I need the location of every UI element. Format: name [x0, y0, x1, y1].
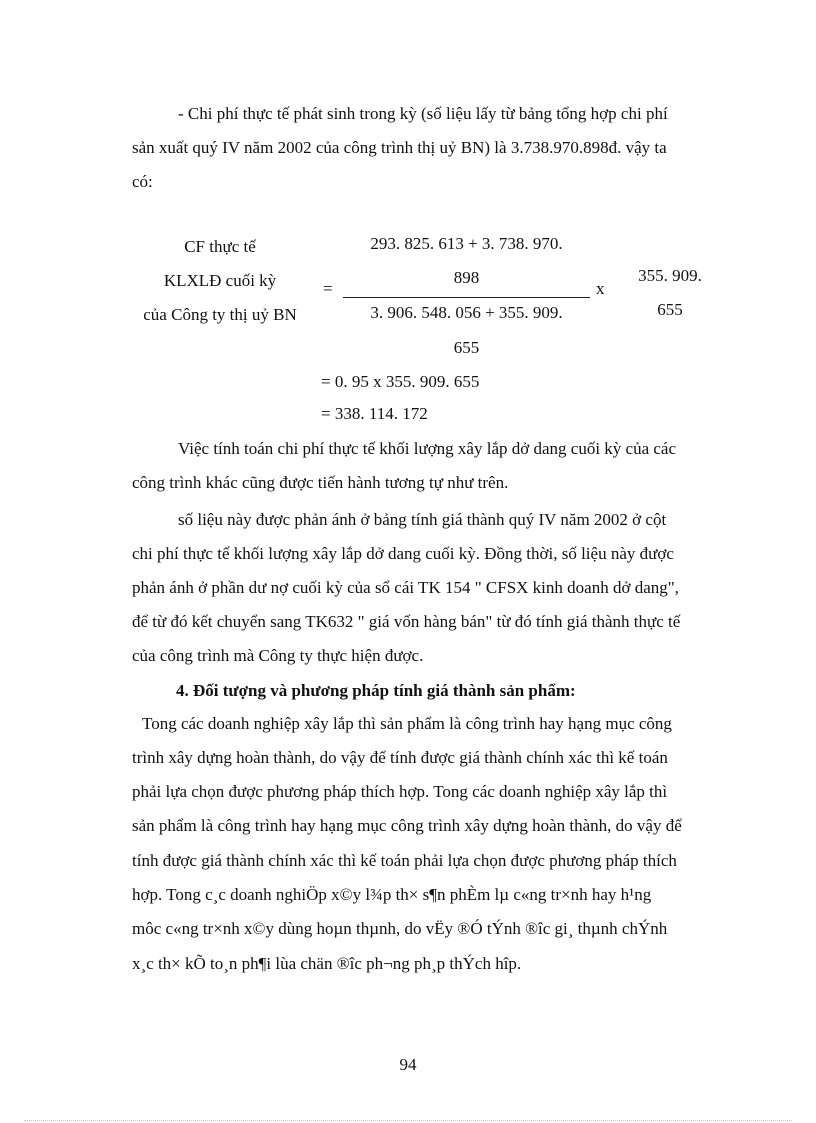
- para4-line2: trình xây dựng hoàn thành, do vậy để tính được giá thành chính xác thì kế toán: [132, 748, 668, 767]
- para3-line1: số liệu này được phản ánh ở bảng tính giá thành quý IV năm 2002 ở cột: [178, 510, 667, 529]
- para3-line3: phản ánh ở phần dư nợ cuối kỳ của sổ cái TK 154 " CFSX kinh doanh dở dang",: [132, 578, 679, 597]
- para3-line2: chi phí thực tế khối lượng xây lắp dở dang cuối kỳ. Đồng thời, số liệu này được: [132, 544, 674, 563]
- formula-multiplier-2: 655: [657, 300, 683, 319]
- formula-denominator-1: 3. 906. 548. 056 + 355. 909.: [370, 303, 563, 322]
- para2-line1: Việc tính toán chi phí thực tế khối lượng xây lắp dở dang cuối kỳ của các: [178, 439, 677, 458]
- formula-denominator-2: 655: [453, 338, 480, 357]
- formula-numerator-2: 898: [453, 268, 480, 287]
- page-number: 94: [399, 1055, 417, 1074]
- formula-left-label-2: KLXLĐ cuối kỳ: [163, 271, 277, 290]
- page-border-dotted: [24, 1120, 792, 1121]
- formula-step-1: = 0. 95 x 355. 909. 655: [321, 372, 480, 391]
- formula-equals: =: [323, 279, 333, 298]
- para4-line6: hợp. Tong c¸c doanh nghiÖp x©y l¾p th× s¶n phÈm lµ c«ng tr×nh hay h¹ng: [132, 885, 652, 904]
- section-heading: 4. Đối tượng và phương pháp tính giá thành sản phẩm:: [176, 681, 576, 700]
- formula-left-label-3: của Công ty thị uỷ BN: [143, 305, 297, 324]
- para4-line3: phải lựa chọn được phương pháp thích hợp. Tong các doanh nghiệp xây lắp thì: [132, 782, 668, 801]
- formula-step-2: = 338. 114. 172: [321, 404, 428, 423]
- formula-left-label-1: CF thực tế: [184, 237, 256, 256]
- para4-line5: tính được giá thành chính xác thì kế toán phải lựa chọn được phương pháp thích: [132, 851, 677, 870]
- fraction-bar: [343, 297, 590, 298]
- para1-line3: có:: [132, 172, 153, 191]
- formula-multiplier-1: 355. 909.: [638, 266, 702, 285]
- para3-line4: để từ đó kết chuyển sang TK632 " giá vốn hàng bán" từ đó tính giá thành thực tế: [132, 612, 681, 631]
- para3-line5: của công trình mà Công ty thực hiện được.: [132, 646, 424, 665]
- formula-times: x: [596, 279, 605, 298]
- para4-line8: x¸c th× kÕ to¸n ph¶i lùa chän ®îc ph¬ng ph¸p thÝch hîp.: [132, 954, 522, 973]
- para4-line4: sản phẩm là công trình hay hạng mục công trình xây dựng hoàn thành, do vậy để: [132, 816, 682, 835]
- para4-line7: môc c«ng tr×nh x©y dùng hoµn thµnh, do vËy ®Ó tÝnh ®îc gi¸ thµnh chÝnh: [132, 919, 668, 938]
- formula-numerator-1: 293. 825. 613 + 3. 738. 970.: [370, 234, 563, 253]
- para1-line2: sản xuất quý IV năm 2002 của công trình thị uỷ BN) là 3.738.970.898đ. vậy ta: [132, 138, 667, 157]
- para2-line2: công trình khác cũng được tiến hành tương tự như trên.: [132, 473, 509, 492]
- para1-line1: - Chi phí thực tế phát sinh trong kỳ (số liệu lấy từ bảng tổng hợp chi phí: [178, 104, 668, 123]
- para4-line1: Tong các doanh nghiệp xây lắp thì sản phẩm là công trình hay hạng mục công: [142, 714, 672, 733]
